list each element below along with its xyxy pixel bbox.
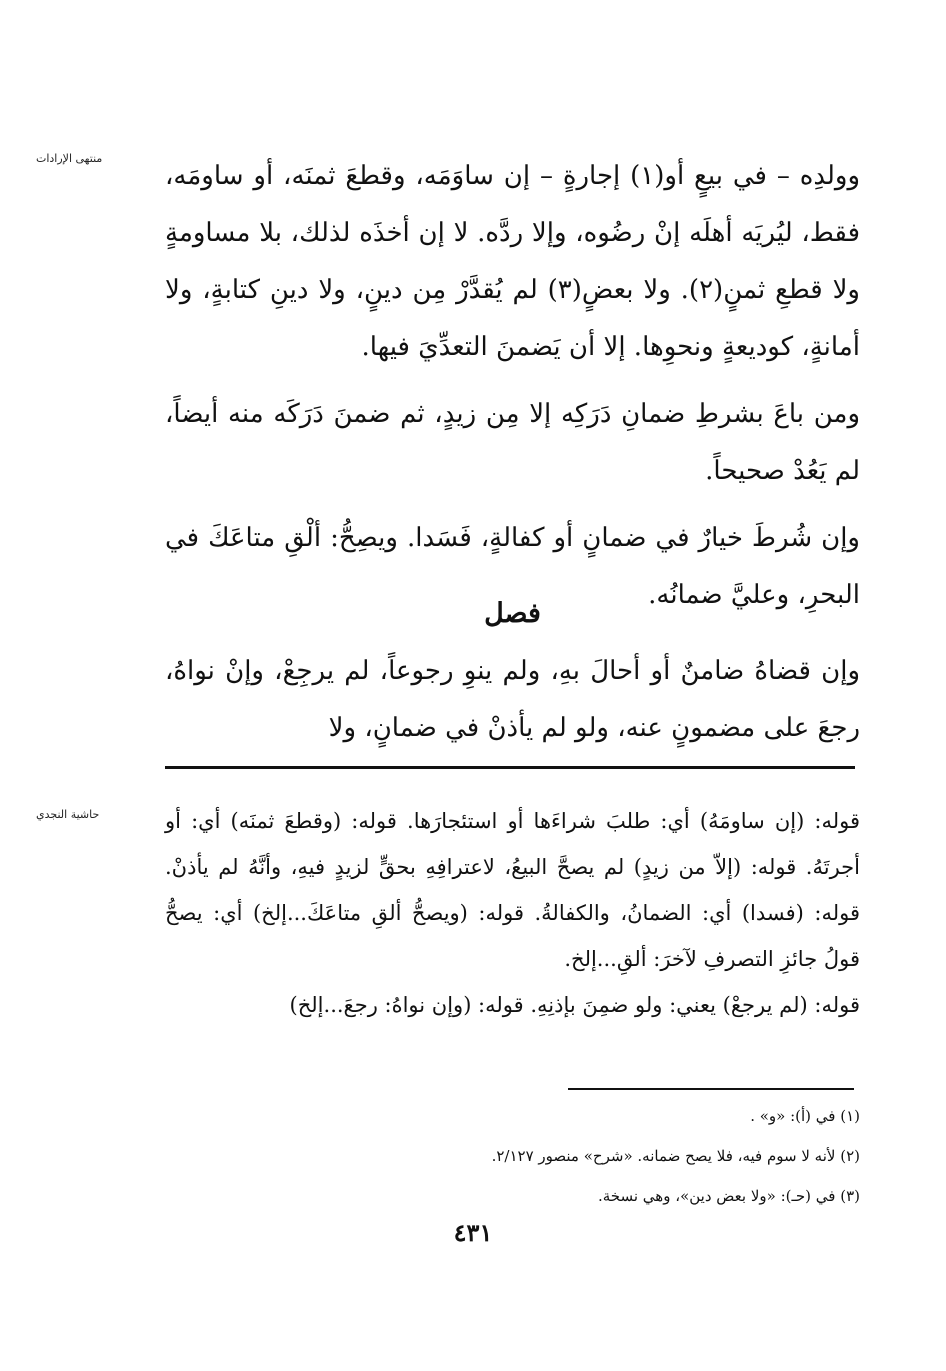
main-paragraph-2: ومن باعَ بشرطِ ضمانِ دَرَكِه إلا مِن زيدٍ، ثم ضمنَ دَرَكَه منه أيضاً، لم يَعُدْ صحيحاً. [165,399,860,486]
main-paragraph-1: وولدِه – في بيعٍ أو(١) إجارةٍ – إن ساوَمَه، وقطعَ ثمنَه، أو ساومَه، فقط، ليُريَه أهلَه إنْ رضُوه، وإلا ردَّه. لا إن أخذَه لذلك، بلا مساومةٍ ولا قطعِ ثمنٍ(٢). ولا بعضٍ(٣) لم يُقدَّرْ مِن دينٍ، ولا دينِ كتابةٍ، ولا أمانةٍ، كوديعةٍ ونحوِها. إلا أن يَضمنَ التعدِّيَ فيها. [165,161,860,362]
footnote-3: (٣) في (حـ): «ولا بعض دين»، وهي نسخة. [597,1187,860,1205]
footnote-1: (١) في (أ): «و» . [750,1107,860,1125]
footnotes-block [300,1096,860,1216]
margin-label-main: منتهى الإرادات [36,152,103,165]
main-text-block [165,148,860,624]
section-heading: فصل [484,598,541,629]
margin-label-commentary: حاشية النجدي [36,808,100,821]
page-number: ٤٣١ [453,1218,493,1247]
divider-rule [165,766,855,769]
commentary-paragraph-2: قوله: (لم يرجعْ) يعني: ولو ضمِنَ بإذنِهِ. قوله: (وإن نواهُ: رجعَ...إلخ) [289,993,860,1017]
main-paragraph-4: وإن قضاهُ ضامنٌ أو أحالَ بهِ، ولم ينوِ رجوعاً، لم يرجِعْ، وإنْ نواهُ، رجعَ على مضمونٍ عنه، ولو لم يأذنْ في ضمانٍ، ولا [165,656,860,743]
footnote-rule [568,1088,854,1090]
footnote-2: (٢) لأنه لا سوم فيه، فلا يصح ضمانه. «شرح» منصور ٢/١٢٧. [491,1147,860,1165]
commentary-paragraph-1: قوله: (إن ساومَهُ) أي: طلبَ شراءَها أو استئجارَها. قوله: (وقطعَ ثمنَه) أي: أو أجرتَهُ. قوله: (إلاّ من زيدٍ) لم يصحَّ البيعُ، لاعترافِهِ بحقٍّ لزيدٍ فيهِ، وأنَّهُ لم يأذنْ. قوله: (فسدا) أي: الضمانُ، والكفالةُ. قوله: (ويصحُّ ألقِ متاعَكَ...إلخ) أي: يصحُّ قولُ جائزِ التصرفِ لآخرَ: ألقِ...إلخ. [165,809,860,971]
main-paragraph-3: وإن شُرطَ خيارٌ في ضمانٍ أو كفالةٍ، فَسَدا. ويصِحُّ: ألْقِ متاعَكَ في البحرِ، وعليَّ ضمانُه. [165,523,860,610]
main-text-block-2 [165,643,860,757]
commentary-block [165,798,860,1028]
